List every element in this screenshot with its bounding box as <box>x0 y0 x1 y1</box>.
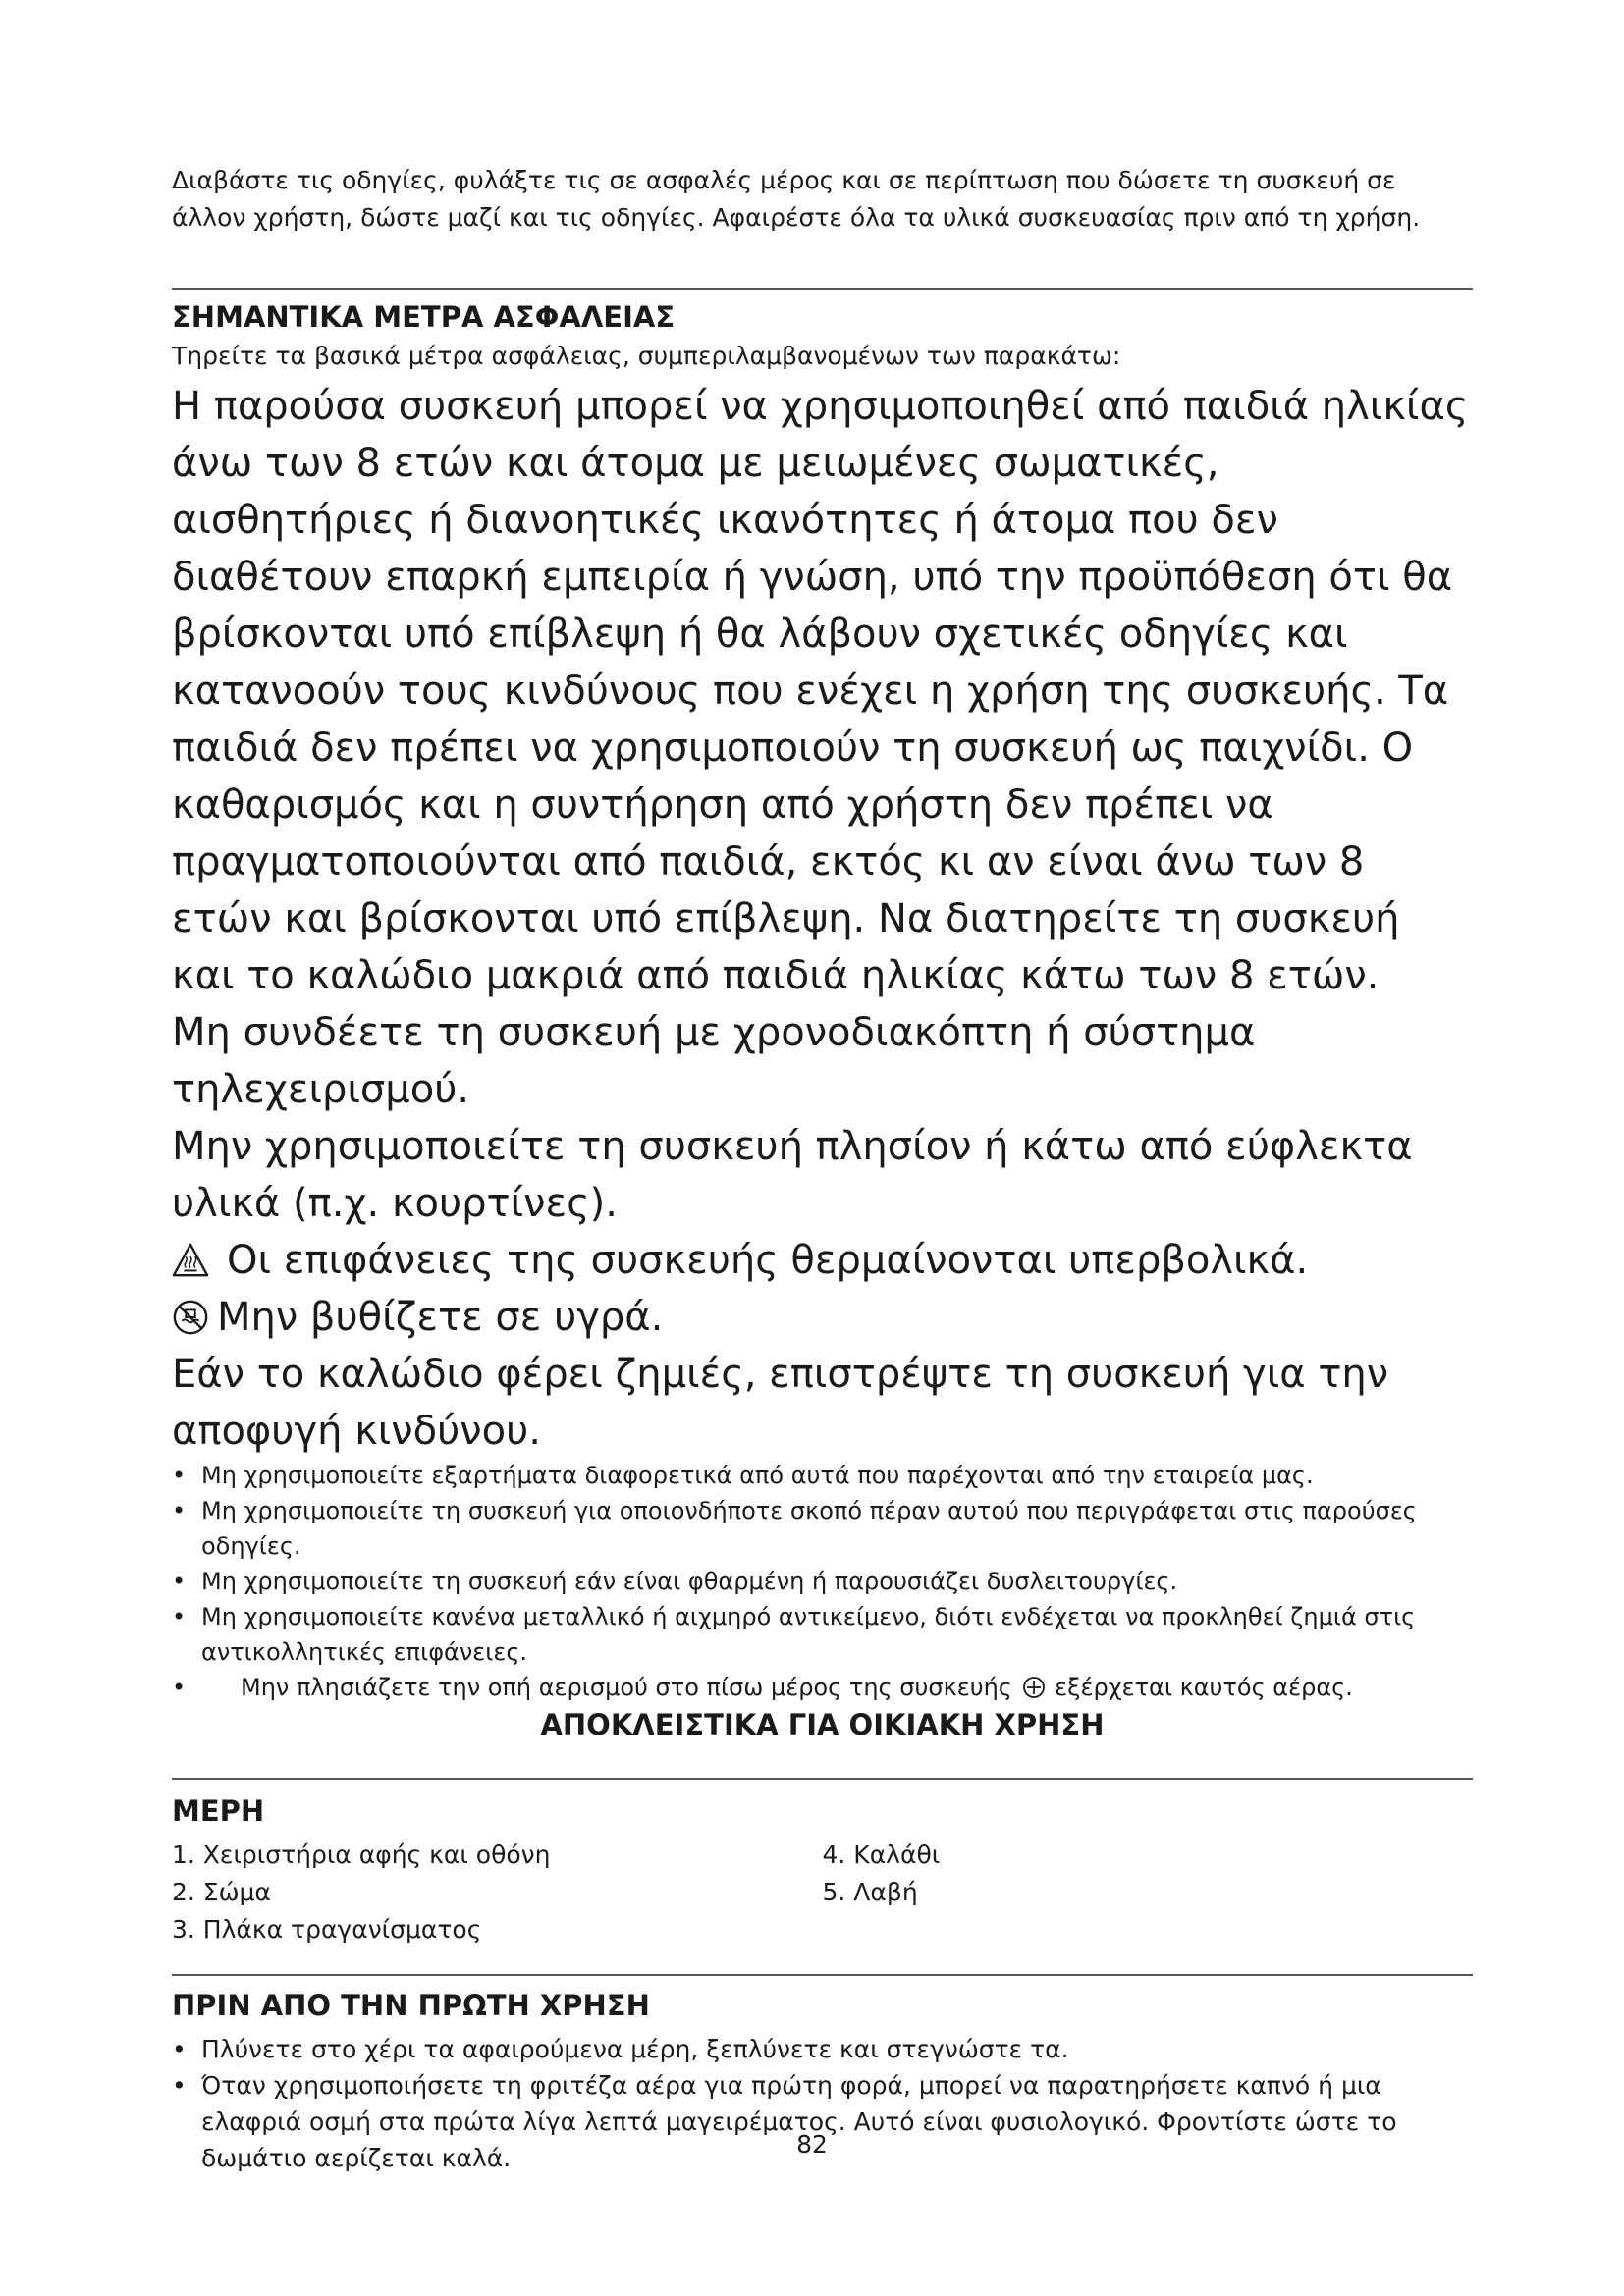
divider <box>172 288 1473 290</box>
divider <box>172 1974 1473 1976</box>
bullet-mark: • <box>172 1568 187 1595</box>
hot-air-vent-icon <box>1022 1676 1046 1699</box>
safety-lead: Τηρείτε τα βασικά μέτρα ασφάλειας, συμπεριλαμβανομένων των παρακάτω: <box>172 342 1121 370</box>
bullet-mark: • <box>172 1674 187 1701</box>
bullet-mark: • <box>172 1497 187 1524</box>
list-item: 1. Χειριστήρια αφής και οθόνη <box>172 1841 551 1869</box>
list-item: 2. Σώμα <box>172 1878 271 1906</box>
page-number: 82 <box>796 2130 828 2159</box>
hot-surface-line <box>172 1232 1473 1289</box>
bullet-text: Μη χρησιμοποιείτε κανένα μεταλλικό ή αιχμηρό αντικείμενο, διότι ενδέχεται να προκληθεί ζημιά στις αντικολλητικές επιφάνειες. <box>201 1603 1416 1666</box>
hot-surface-warning-icon <box>172 1242 209 1279</box>
no-immerse-line <box>172 1289 1473 1346</box>
parts-column-right <box>823 1837 1474 1949</box>
list-item: 5. Λαβή <box>822 1878 918 1906</box>
safety-paragraph-flammable: Μην χρησιμοποιείτε τη συσκευή πλησίον ή κάτω από εύφλεκτα υλικά (π.χ. κουρτίνες). <box>172 1124 1413 1226</box>
hot-surface-text: Οι επιφάνειες της συσκευής θερμαίνονται υπερβολικά. <box>227 1238 1309 1283</box>
safety-paragraph-cord: Εάν το καλώδιο φέρει ζημιές, επιστρέψτε τη συσκευή για την αποφυγή κινδύνου. <box>172 1352 1389 1454</box>
list-item <box>172 1458 1473 1493</box>
parts-list <box>172 1837 1473 1949</box>
list-item: 4. Καλάθι <box>822 1841 941 1869</box>
divider <box>172 1778 1473 1780</box>
bullet-text: Μη χρησιμοποιείτε τη συσκευή για οποιονδήποτε σκοπό πέραν αυτού που περιγράφεται στις παρούσες οδηγίες. <box>201 1497 1417 1560</box>
first-use-heading: ΠΡΙΝ ΑΠΟ ΤΗΝ ΠΡΩΤΗ ΧΡΗΣΗ <box>172 1989 650 2022</box>
safety-paragraph-timer: Μη συνδέετε τη συσκευή με χρονοδιακόπτη ή σύστημα τηλεχειρισμού. <box>172 1010 1256 1112</box>
bullet-mark: • <box>172 1462 187 1489</box>
list-item <box>172 2067 1473 2176</box>
list-item <box>172 1564 1473 1599</box>
parts-column-left <box>172 1837 823 1949</box>
list-item: 3. Πλάκα τραγανίσματος <box>172 1915 482 1944</box>
bullet-text: Μην πλησιάζετε την οπή αερισμού στο πίσω μέρος της συσκευής <box>241 1674 1012 1701</box>
safety-bullet-list <box>172 1458 1473 1705</box>
household-use-heading: ΑΠΟΚΛΕΙΣΤΙΚΑ ΓΙΑ ΟΙΚΙΑΚΗ ΧΡΗΣΗ <box>540 1708 1105 1741</box>
intro-paragraph: Διαβάστε τις οδηγίες, φυλάξτε τις σε ασφαλές μέρος και σε περίπτωση που δώσετε τη συσκευή σε άλλον χρήστη, δώστε μαζί και τις οδηγίες. Αφαιρέστε όλα τα υλικά συσκευασίας πριν από τη χρήση. <box>172 166 1421 232</box>
list-item <box>172 2031 1473 2067</box>
list-item <box>172 1493 1473 1564</box>
bullet-text: Πλύνετε στο χέρι τα αφαιρούμενα μέρη, ξεπλύνετε και στεγνώστε τα. <box>201 2035 1069 2063</box>
bullet-text: Όταν χρησιμοποιήσετε τη φριτέζα αέρα για πρώτη φορά, μπορεί να παρατηρήσετε καπνό ή μια ελαφριά οσμή στα πρώτα λίγα λεπτά μαγειρέματος. Αυτό είναι φυσιολογικό. Φροντίστε ώστε το δωμάτιο αερίζεται καλά. <box>201 2071 1397 2172</box>
bullet-text-tail: εξέρχεται καυτός αέρας. <box>1055 1674 1353 1701</box>
bullet-mark: • <box>172 2071 187 2100</box>
parts-heading: ΜΕΡΗ <box>172 1794 265 1828</box>
bullet-text: Μη χρησιμοποιείτε εξαρτήματα διαφορετικά από αυτά που παρέχονται από την εταιρεία μας. <box>201 1462 1314 1489</box>
document-page <box>172 162 1473 2176</box>
list-item <box>172 1670 1473 1705</box>
bullet-mark: • <box>172 1603 187 1630</box>
no-immerse-text: Μην βυθίζετε σε υγρά. <box>217 1295 664 1340</box>
safety-paragraph-children: Η παρούσα συσκευή μπορεί να χρησιμοποιηθεί από παιδιά ηλικίας άνω των 8 ετών και άτομα με μειωμένες σωματικές, αισθητήριες ή διανοητικές ικανότητες ή άτομα που δεν διαθέτουν επαρκή εμπειρία ή γνώση, υπό την προϋπόθεση ότι θα βρίσκονται υπό επίβλεψη ή θα λάβουν σχετικές οδηγίες και κατανοούν τους κινδύνους που ενέχει η χρήση της συσκευής. Τα παιδιά δεν πρέπει να χρησιμοποιούν τη συσκευή ως παιχνίδι. Ο καθαρισμός και η συντήρηση από χρήστη δεν πρέπει να πραγματοποιούνται από παιδιά, εκτός κι αν είναι άνω των 8 ετών και βρίσκονται υπό επίβλεψη. Να διατηρείτε τη συσκευή και το καλώδιο μακριά από παιδιά ηλικίας κάτω των 8 ετών. <box>172 384 1469 998</box>
bullet-text: Μη χρησιμοποιείτε τη συσκευή εάν είναι φθαρμένη ή παρουσιάζει δυσλειτουργίες. <box>201 1568 1178 1595</box>
do-not-immerse-icon <box>172 1299 209 1336</box>
list-item <box>172 1599 1473 1670</box>
bullet-mark: • <box>172 2035 187 2063</box>
safety-heading: ΣΗΜΑΝΤΙΚΑ ΜΕΤΡΑ ΑΣΦΑΛΕΙΑΣ <box>172 300 676 334</box>
